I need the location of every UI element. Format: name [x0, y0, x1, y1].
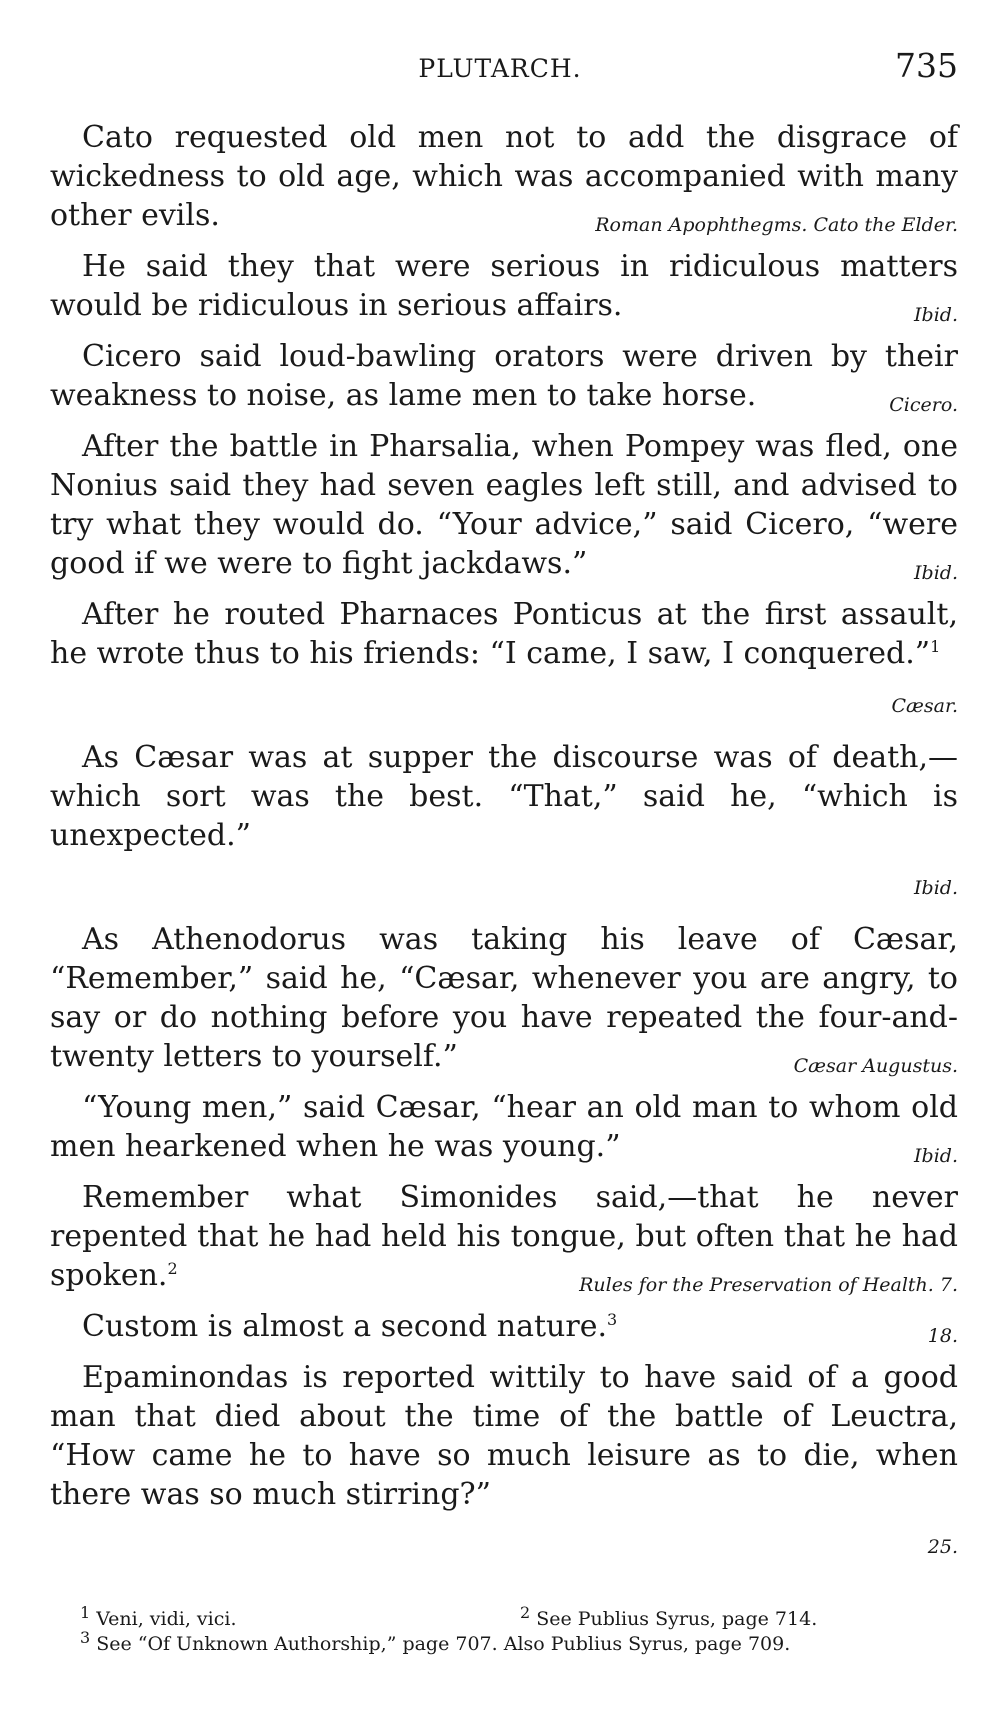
quote-item [50, 427, 958, 583]
footnote-text: See “Of Unknown Authorship,” page 707. Also Publius Syrus, page 709. [96, 1633, 791, 1655]
quote-text: After the battle in Pharsalia, when Pompey was fled, one Nonius said they had seven eagles left still, and advised to try what they would do. “Your advice,” said Cicero, “were good if we were to fight jackdaws.” [50, 429, 958, 581]
quote-attribution: 25. [927, 1536, 958, 1558]
quote-item [50, 118, 958, 235]
quote-text: Cicero said loud-bawling orators were driven by their weakness to noise, as lame men to take horse. [50, 339, 958, 413]
quote-attribution: Roman Apophthegms. Cato the Elder. [595, 214, 958, 236]
quote-attribution: Ibid. [914, 1145, 958, 1167]
footnote-text: See Publius Syrus, page 714. [536, 1608, 818, 1630]
footnote-1 [50, 1602, 520, 1632]
footnote-marker: 2 [520, 1602, 531, 1622]
page-number: 735 [895, 46, 958, 85]
quote-item [50, 738, 958, 908]
quote-text: After he routed Pharnaces Ponticus at the first assault, he wrote thus to his friends: “I came, I saw, I conquered.” [50, 597, 958, 671]
quote-text: Cato requested old men not to add the disgrace of wickedness to old age, which was accompanied with many other evils. [50, 120, 958, 233]
quote-item [50, 920, 958, 1076]
quote-text: “Young men,” said Cæsar, “hear an old man to whom old men hearkened when he was young.” [50, 1090, 958, 1164]
quote-text: He said they that were serious in ridiculous matters would be ridiculous in serious affairs. [50, 249, 958, 323]
footnote-2 [520, 1602, 958, 1632]
running-head: PLUTARCH. [418, 54, 582, 83]
quote-item [50, 1307, 958, 1346]
quote-attribution: Cæsar Augustus. [793, 1055, 958, 1077]
page-header [0, 46, 1000, 96]
quote-text: As Cæsar was at supper the discourse was of death,— which sort was the best. “That,” said he, “which is unexpected.” [50, 740, 958, 853]
quote-item [50, 1088, 958, 1166]
quote-item [50, 595, 958, 726]
footnote-reference: 1 [930, 637, 941, 656]
footnote-text: Veni, vidi, vici. [96, 1608, 237, 1630]
quotation-list [50, 118, 958, 1579]
footnote-marker: 3 [80, 1627, 91, 1647]
quote-text: Epaminondas is reported wittily to have said of a good man that died about the time of the battle of Leuctra, “How came he to have so much leisure as to die, when there was so much stirring?” [50, 1360, 958, 1512]
quote-attribution: Ibid. [914, 304, 958, 326]
quote-item [50, 1358, 958, 1567]
quote-attribution: Rules for the Preservation of Health. 7. [579, 1274, 958, 1296]
footnote-marker: 1 [80, 1602, 91, 1622]
quote-text: Custom is almost a second nature. [82, 1309, 607, 1344]
quote-item [50, 247, 958, 325]
quote-text: As Athenodorus was taking his leave of Cæsar, “Remember,” said he, “Cæsar, whenever you are angry, to say or do nothing before you have repeated the four-and-twenty letters to yourself.” [50, 922, 958, 1074]
quote-attribution: 18. [927, 1325, 958, 1347]
quote-attribution: Ibid. [914, 562, 958, 584]
quote-attribution: Cicero. [889, 394, 958, 416]
quote-attribution: Cæsar. [891, 695, 958, 717]
quote-text: Remember what Simonides said,—that he never repented that he had held his tongue, but often that he had spoken. [50, 1180, 958, 1293]
footnote-reference: 3 [607, 1310, 618, 1329]
footnote-3 [50, 1627, 958, 1657]
footnote-row [50, 1602, 958, 1632]
quote-attribution: Ibid. [914, 877, 958, 899]
footnotes [50, 1602, 958, 1657]
quote-item [50, 1178, 958, 1295]
quote-item [50, 337, 958, 415]
footnote-reference: 2 [167, 1259, 178, 1278]
